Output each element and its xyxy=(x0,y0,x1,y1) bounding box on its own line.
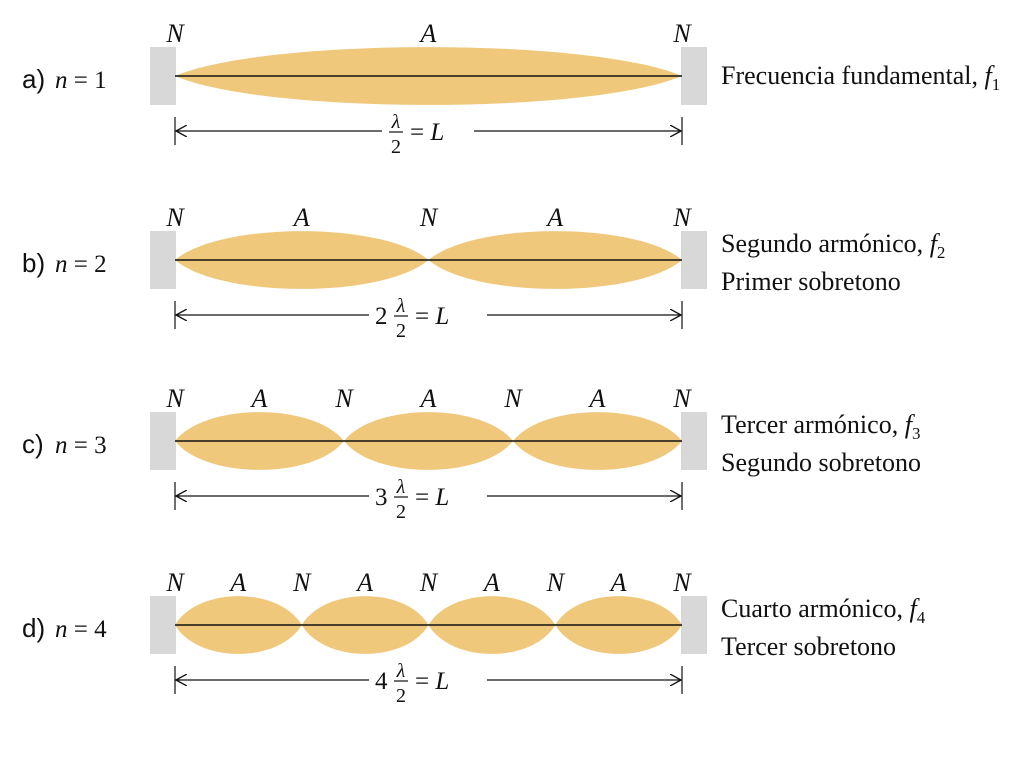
overtone-name: Primer sobretono xyxy=(721,267,901,296)
right-support xyxy=(681,231,707,289)
harmonic-name: Segundo armónico, $f_2$ xyxy=(721,229,946,262)
n-expression: n = 2 xyxy=(55,251,107,278)
node-label: N xyxy=(166,203,184,232)
node-label: N xyxy=(293,568,311,597)
length-equation: = L xyxy=(410,119,445,146)
left-support xyxy=(150,231,176,289)
n-expression: n = 1 xyxy=(55,67,107,94)
right-support xyxy=(681,596,707,654)
row-label: b) xyxy=(22,248,46,278)
antinode-label: A xyxy=(251,384,268,413)
antinode-label: A xyxy=(610,568,627,597)
row-label: d) xyxy=(22,613,46,643)
row-c xyxy=(22,384,921,523)
fraction-numerator: λ xyxy=(396,660,406,682)
antinode-label: A xyxy=(420,19,437,48)
antinode-label: A xyxy=(420,384,437,413)
node-label: N xyxy=(673,203,691,232)
fraction-numerator: λ xyxy=(396,476,406,498)
antinode-label: A xyxy=(589,384,606,413)
node-label: N xyxy=(166,19,184,48)
left-support xyxy=(150,596,176,654)
right-support xyxy=(681,412,707,470)
fraction-denominator: 2 xyxy=(396,320,406,342)
length-equation: = L xyxy=(415,668,450,695)
node-label: N xyxy=(166,568,184,597)
left-support xyxy=(150,412,176,470)
fraction-denominator: 2 xyxy=(396,685,406,707)
fraction-denominator: 2 xyxy=(396,501,406,523)
overtone-name: Tercer sobretono xyxy=(721,632,897,661)
length-multiplier: 4 xyxy=(375,668,388,695)
n-expression: n = 3 xyxy=(55,432,107,459)
length-equation: = L xyxy=(415,484,450,511)
node-label: N xyxy=(335,384,353,413)
fraction-denominator: 2 xyxy=(391,136,401,158)
row-a xyxy=(22,19,1000,158)
overtone-name: Segundo sobretono xyxy=(721,448,922,477)
right-support xyxy=(681,47,707,105)
node-label: N xyxy=(504,384,522,413)
node-label: N xyxy=(166,384,184,413)
node-label: N xyxy=(673,384,691,413)
fraction-numerator: λ xyxy=(391,111,401,133)
left-support xyxy=(150,47,176,105)
harmonic-name: Frecuencia fundamental, $f_1$ xyxy=(721,61,1001,94)
length-multiplier: 3 xyxy=(375,484,388,511)
row-label: c) xyxy=(22,429,44,459)
fraction-numerator: λ xyxy=(396,295,406,317)
row-b xyxy=(22,203,945,342)
row-label: a) xyxy=(22,64,46,94)
antinode-label: A xyxy=(230,568,247,597)
harmonic-name: Cuarto armónico, $f_4$ xyxy=(721,594,926,627)
node-label: N xyxy=(419,568,438,597)
harmonic-name: Tercer armónico, $f_3$ xyxy=(721,410,921,443)
node-label: N xyxy=(419,203,438,232)
length-multiplier: 2 xyxy=(375,303,388,330)
row-d xyxy=(22,568,926,707)
length-equation: = L xyxy=(415,303,450,330)
antinode-label: A xyxy=(547,203,564,232)
antinode-label: A xyxy=(293,203,310,232)
n-expression: n = 4 xyxy=(55,616,107,643)
node-label: N xyxy=(546,568,564,597)
antinode-label: A xyxy=(483,568,500,597)
antinode-label: A xyxy=(357,568,374,597)
node-label: N xyxy=(673,19,691,48)
node-label: N xyxy=(673,568,691,597)
